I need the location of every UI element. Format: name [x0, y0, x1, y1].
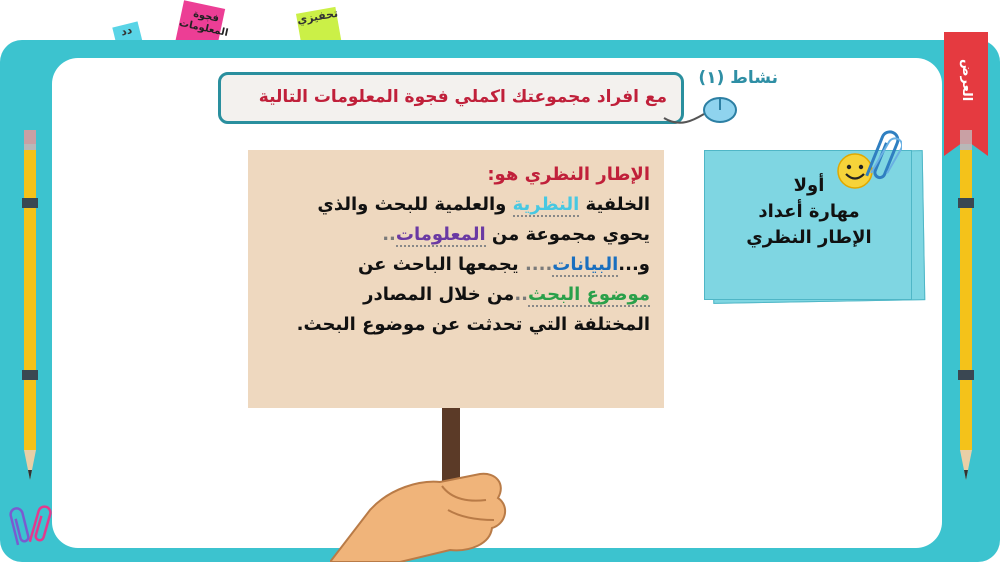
pencil-icon: [958, 130, 974, 490]
mouse-icon: [660, 84, 740, 130]
pencil-icon: [22, 130, 38, 490]
note-text: [705, 173, 913, 251]
instruction-box: [218, 72, 684, 124]
sign-title: الإطار النظري هو:: [487, 164, 650, 185]
dots: ..: [382, 224, 396, 245]
sign-text: [260, 160, 650, 340]
sign-line-2: [260, 220, 650, 250]
paperclip-icon: [4, 500, 60, 546]
fill-research-topic: موضوع البحث: [528, 284, 650, 305]
tab-label: تحفيزي: [295, 6, 339, 27]
tab-label: فجوة المعلومات: [178, 8, 230, 39]
fill-theory: النظرية: [512, 194, 580, 215]
text: الخلفية: [579, 194, 650, 215]
paperclip-icon: [862, 124, 902, 184]
text: من خلال المصادر: [363, 284, 515, 305]
text: والعلمية للبحث والذي: [317, 194, 513, 215]
sign-line-3: [260, 250, 650, 280]
hand-icon: [330, 440, 520, 562]
text: يحوي مجموعة من: [485, 224, 650, 245]
fill-information: المعلومات: [395, 224, 486, 245]
tab-label: دد: [119, 23, 134, 39]
activity-label: نشاط (١): [698, 68, 778, 88]
text: يجمعها الباحث عن: [357, 254, 525, 275]
instruction-text: مع افراد مجموعتك اكملي فجوة المعلومات التالية: [258, 87, 667, 107]
note-line-2: مهارة أعداد: [758, 201, 860, 222]
sign-line-1: [260, 190, 650, 220]
dots: ....: [524, 254, 553, 275]
note-line-3: الإطار النظري: [746, 227, 872, 248]
text: و...: [618, 254, 650, 275]
note-line-1: أولا: [793, 175, 825, 196]
sign-line-5: المختلفة التي تحدثت عن موضوع البحث.: [296, 314, 650, 335]
side-ribbon-label: العرض: [959, 58, 974, 102]
sign-board: [248, 150, 664, 408]
fill-data: البيانات: [552, 254, 619, 275]
dots: ..: [514, 284, 529, 305]
sign-line-4: [260, 280, 650, 310]
